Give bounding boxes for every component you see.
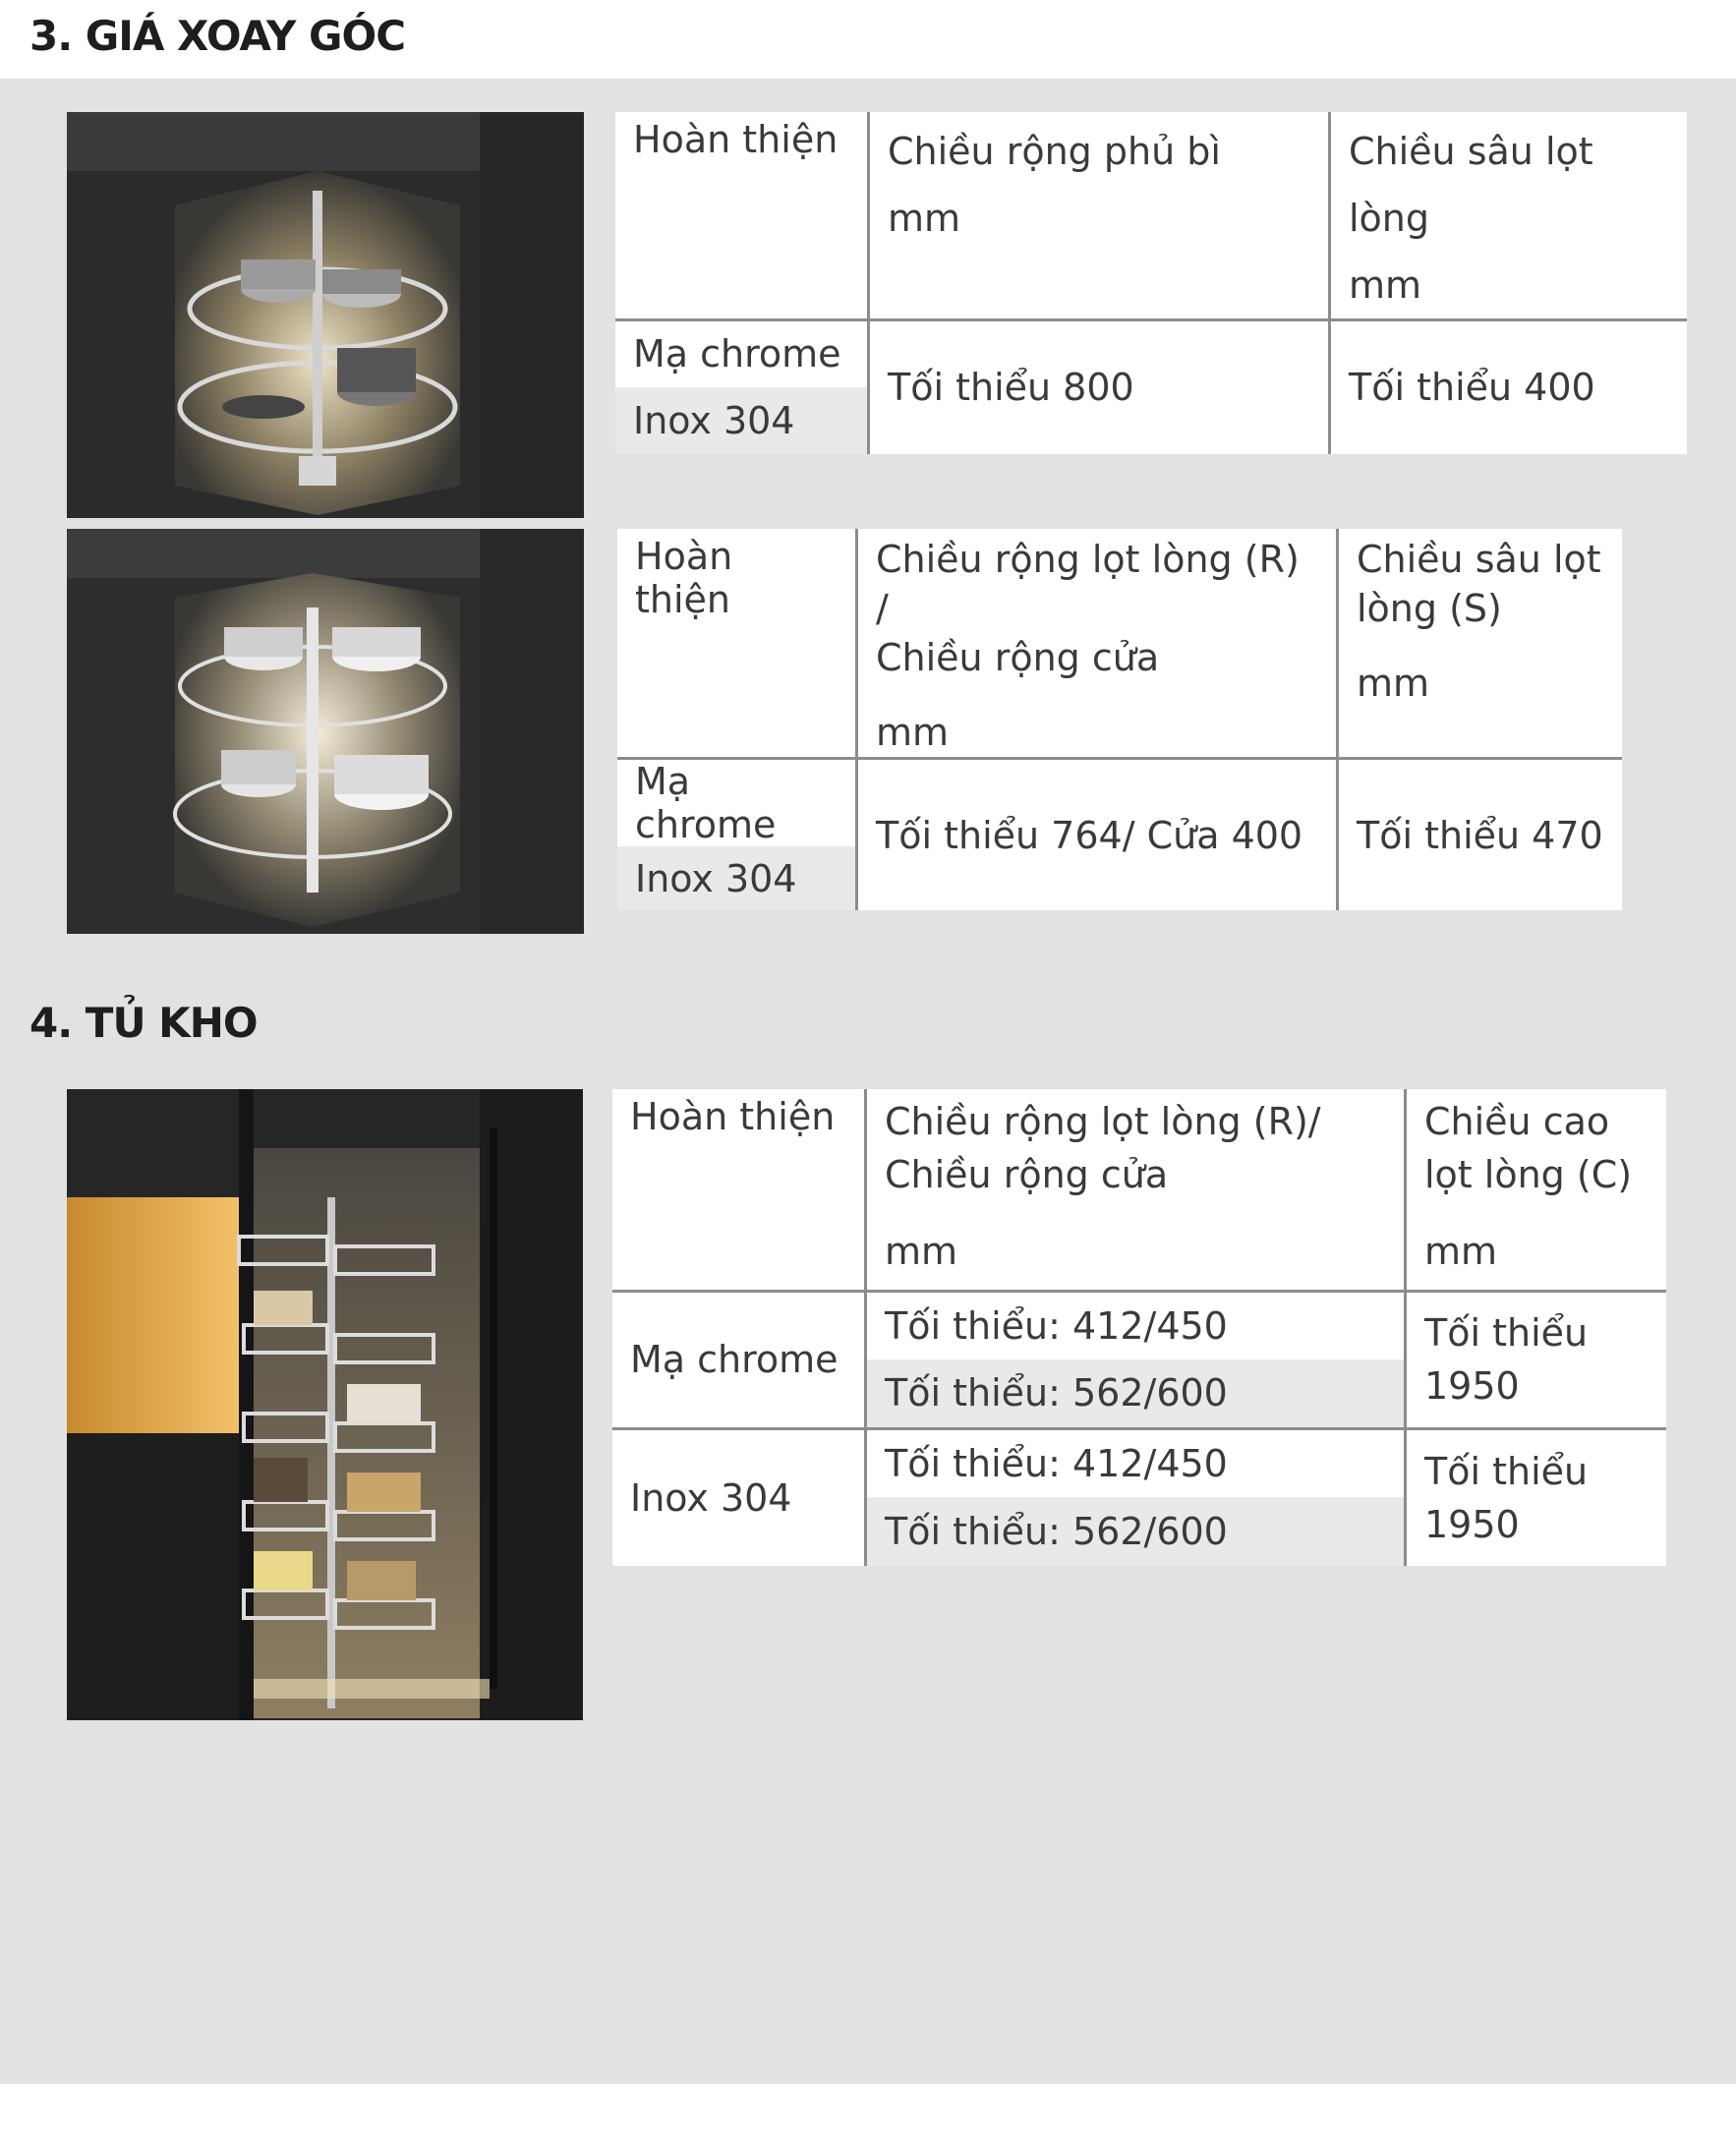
chrome-height-line1: Tối thiểu	[1424, 1311, 1589, 1355]
header-inner-width-unit: mm	[876, 711, 950, 754]
section-heading-pantry: 4. TỦ KHO	[29, 999, 258, 1047]
finish-chrome	[615, 320, 869, 387]
finish-inox-label: Inox 304	[630, 1475, 792, 1520]
finish-inox-label: Inox 304	[633, 398, 795, 442]
header-inner-depth-line1: Chiều sâu lọt	[1357, 538, 1601, 581]
header-inner-depth-unit: mm	[1349, 263, 1422, 307]
corner-carousel-tray-icon	[67, 112, 584, 518]
inner-depth-value	[1330, 320, 1688, 454]
header-inner-width	[857, 529, 1338, 759]
header-inner-height-line1: Chiều cao	[1424, 1100, 1610, 1143]
finish-chrome	[612, 1291, 866, 1428]
inox-width-value-1	[866, 1428, 1406, 1497]
chrome-height-line2: 1950	[1424, 1364, 1520, 1408]
inox-width-value-2-text: Tối thiểu: 562/600	[885, 1510, 1228, 1553]
chrome-width-value-1-text: Tối thiểu: 412/450	[885, 1303, 1228, 1348]
header-inner-depth-unit: mm	[1357, 662, 1430, 705]
finish-inox	[617, 846, 857, 910]
inner-depth-value-text: Tối thiểu 470	[1357, 813, 1603, 857]
header-finish-label: Hoàn thiện	[635, 535, 733, 621]
header-overall-width-label: Chiều rộng phủ bì	[888, 130, 1221, 173]
header-overall-width-unit: mm	[888, 197, 961, 240]
corner-carousel-tray-spec-table	[615, 112, 1687, 454]
header-inner-width-unit: mm	[885, 1230, 958, 1273]
pantry-cabinet-icon	[67, 1089, 583, 1720]
header-inner-width	[866, 1089, 1406, 1291]
header-finish	[617, 529, 857, 759]
header-inner-width-line2: Chiều rộng cửa	[885, 1153, 1169, 1196]
header-inner-width-line1: Chiều rộng lọt lòng (R) /	[876, 538, 1300, 630]
chrome-width-value-2	[866, 1359, 1406, 1428]
header-inner-depth-label: Chiều sâu lọt lòng	[1349, 130, 1593, 240]
header-inner-depth-line2: lòng (S)	[1357, 587, 1502, 630]
corner-carousel-wire-photo	[67, 529, 584, 934]
corner-carousel-wire-icon	[67, 529, 584, 934]
inner-width-value	[857, 759, 1338, 911]
inner-width-value-text: Tối thiểu 764/ Cửa 400	[876, 813, 1303, 857]
header-finish-label: Hoàn thiện	[630, 1095, 836, 1138]
header-inner-width-line1: Chiều rộng lọt lòng (R)/	[885, 1100, 1321, 1143]
header-inner-height-line2: lọt lòng (C)	[1424, 1153, 1633, 1196]
corner-carousel-tray-photo	[67, 112, 584, 518]
pantry-cabinet-spec-table	[612, 1089, 1666, 1566]
header-inner-depth	[1330, 112, 1688, 320]
pantry-cabinet-photo	[67, 1089, 583, 1720]
overall-width-value-text: Tối thiểu 800	[888, 366, 1134, 410]
header-finish-label: Hoàn thiện	[633, 118, 839, 161]
inox-height-line1: Tối thiểu	[1424, 1449, 1589, 1493]
header-overall-width	[869, 112, 1330, 320]
finish-inox-label: Inox 304	[635, 856, 797, 900]
corner-carousel-wire-spec-table	[617, 529, 1622, 910]
header-inner-height	[1406, 1089, 1667, 1291]
chrome-width-value-1	[866, 1291, 1406, 1359]
inner-depth-value	[1338, 759, 1623, 911]
section-heading-corner-carousel: 3. GIÁ XOAY GÓC	[29, 12, 406, 60]
finish-inox	[612, 1428, 866, 1566]
chrome-width-value-2-text: Tối thiểu: 562/600	[885, 1371, 1228, 1415]
header-inner-height-unit: mm	[1424, 1230, 1498, 1273]
finish-chrome-label: Mạ chrome	[635, 760, 777, 846]
inox-height-value	[1406, 1428, 1667, 1566]
header-finish	[612, 1089, 866, 1291]
header-inner-width-line2: Chiều rộng cửa	[876, 636, 1160, 679]
inner-depth-value-text: Tối thiểu 400	[1349, 366, 1595, 410]
chrome-height-value	[1406, 1291, 1667, 1428]
inox-width-value-2	[866, 1497, 1406, 1566]
finish-chrome-label: Mạ chrome	[630, 1338, 839, 1381]
overall-width-value	[869, 320, 1330, 454]
header-finish	[615, 112, 869, 320]
finish-inox	[615, 387, 869, 454]
inox-height-line2: 1950	[1424, 1502, 1520, 1546]
inox-width-value-1-text: Tối thiểu: 412/450	[885, 1441, 1228, 1485]
finish-chrome-label: Mạ chrome	[633, 332, 841, 376]
finish-chrome	[617, 759, 857, 847]
header-inner-depth	[1338, 529, 1623, 759]
